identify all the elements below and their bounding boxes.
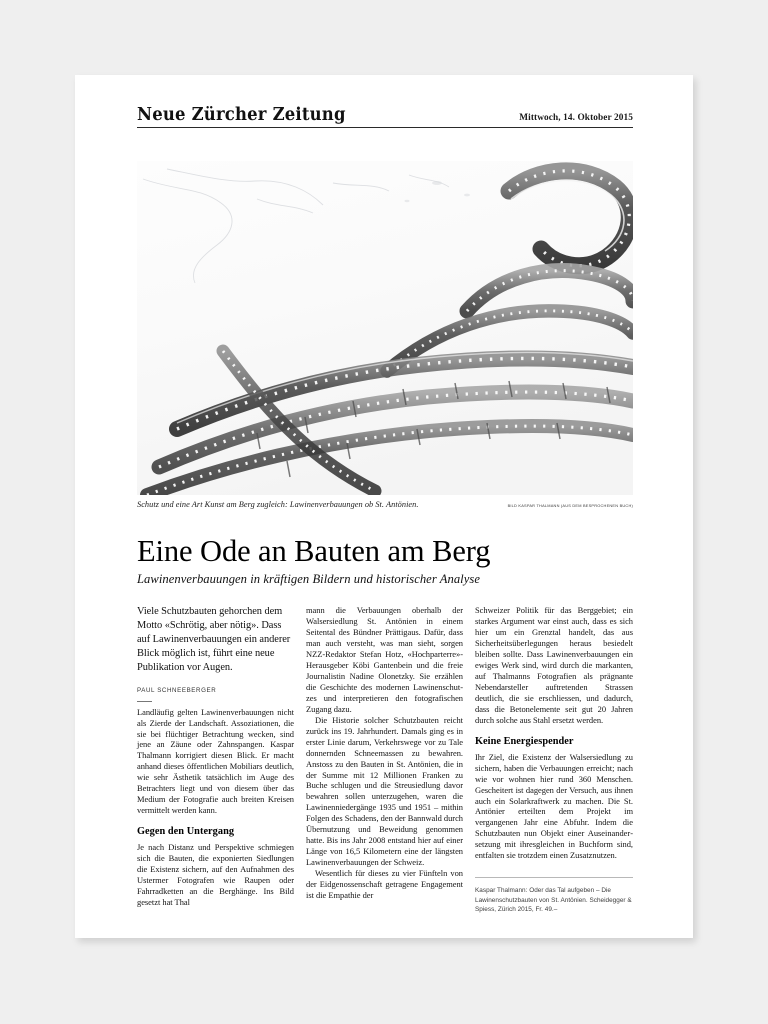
article-columns [137,605,633,914]
paragraph: Wesentlich für dieses zu vier Fünfteln von der Eidgenossenschaft getragene Engagement ist die Empathie der [306,867,463,900]
masthead-date: Mittwoch, 14. Oktober 2015 [519,112,633,123]
article-column-3 [475,605,633,914]
article-headline: Eine Ode an Bauten am Berg [137,534,491,568]
photo-caption: Schutz und eine Art Kunst am Berg zugleich: Lawinenverbauungen ob St. Antönien. [137,500,419,509]
article-column-1 [137,605,294,914]
paragraph: Die Historie solcher Schutzbauten reicht zurück ins 19. Jahrhundert. Damals ging es in erster Linie darum, Verkehrswege vor zu Tale donnernden Schneemassen zu bewahren. Anstoss zu den Bauten in St. Antönien, die in der Summe mit 12 Millionen Franken zu Buche schlugen und die Streusiedlung davor bewahren sollen unterzugehen, waren die Lawinenniedergänge 1935 und 1951 – mithin Folgen des Schadens, den der Bannwald durch Übernutzung und Beweidung genommen hatte. Bis ins Jahr 2008 entstand hier auf einer Länge von 16,5 Kilometern eine der längsten Lawinenverbauungen der Schweiz. [306,714,463,868]
avalanche-barriers-photo [137,161,633,495]
masthead-title: Neue Zürcher Zeitung [137,104,346,125]
newspaper-page [75,75,693,938]
paragraph: Je nach Distanz und Perspektive schmiegen sich die Bauten, die exponierten Siedlungen die Existenz sichern, auf den Aufnahmen des Ustermer Fotografen wie Raupen oder Fahrradketten an die Berghänge. Ins Bild gesetzt hat Thal [137,842,294,907]
article-byline: PAUL SCHNEEBERGER [137,686,217,694]
paragraph: Landläufig gelten Lawinenverbauungen nicht als Zierde der Landschaft. Assoziationen, die sie bei flüchtiger Betrachtung wecken, sind jene an Zäune oder Zahnspangen. Kaspar Thalmann korrigiert diesen Blick. Er macht anhand dieses öffentlichen Mobiliars deutlich, wie sehr Ästhetik tatsächlich im Auge des Betrachters liegt und von diesem über das Medium der Fotografie auch breiten Kreisen vermittelt werden kann. [137,706,294,816]
book-reference: Kaspar Thalmann: Oder das Tal aufgeben – Die Lawinenschutzbauten von St. Antönien. Scheidegger & Spiess, Zürich 2015, Fr. 49.– [475,877,633,914]
photo-credit: BILD KASPAR THALMANN (AUS DEM BESPROCHENEN BUCH) [507,503,633,508]
paragraph: mann die Verbauungen oberhalb der Walsersiedlung St. Antönien in einem Seitental des Bündner Prättigaus. Dafür, dass man auch versteht, was man sieht, sorgen NZZ-Redaktor Stefan Hotz, «Hochparterre»-Herausgeber Köbi Gantenbein und die freie Journalistin Nadine Olonetzky. Sie erzählen die Geschichte des modernen Lawinenschutzes und interpretieren den fotografischen Zugang dazu. [306,605,463,714]
article-column-2 [306,605,463,914]
section-heading-gegen-den-untergang: Gegen den Untergang [137,826,235,837]
paragraph: Schweizer Politik für das Berggebiet; ein starkes Argument war einst auch, dass es sich hier um ein Grenztal handelt, das aus Sicherheitsüberlegungen heraus besiedelt bleiben sollte. Dass Lawinenverbauungen ein ewiges Werk sind, wird durch die markanten, auf Thalmanns Fotografien als prägnante Nebendarsteller auftretenden Strassen deutlich, die sie erschliessen, und dadurch, dass die Betonelemente seit gut 20 Jahren durch solche aus Stahl ersetzt werden. [475,605,633,725]
photo-caption-row [137,500,633,509]
article-lead: Viele Schutzbauten gehorchen dem Motto «Schrötig, aber nötig». Dass auf Lawinenverbauungen ein anderer Blick möglich ist, führt eine neue Publikation vor Augen. [137,606,291,673]
page-content [137,100,633,915]
byline-rule [137,701,152,702]
masthead [137,100,633,128]
article-subhead: Lawinenverbauungen in kräftigen Bildern und historischer Analyse [137,572,480,587]
paragraph: Ihr Ziel, die Existenz der Walsersiedlung zu sichern, haben die Verbauungen erreicht; nach wie vor wohnen hier rund 360 Menschen. Gescheitert ist dagegen der Versuch, aus ihnen auch ein Solarkraftwerk zu machen. Die St. Antönier erteilten dem Projekt im vergangenen Jahr eine Abfuhr. Indem die Schutzbauten nun Objekt einer Auseinandersetzung mit ihresgleichen in Buchform sind, entfalten sie trotzdem einen Zusatznutzen. [475,751,633,861]
section-heading-keine-energiespender: Keine Energiespender [475,735,574,747]
article-photo [137,161,633,495]
